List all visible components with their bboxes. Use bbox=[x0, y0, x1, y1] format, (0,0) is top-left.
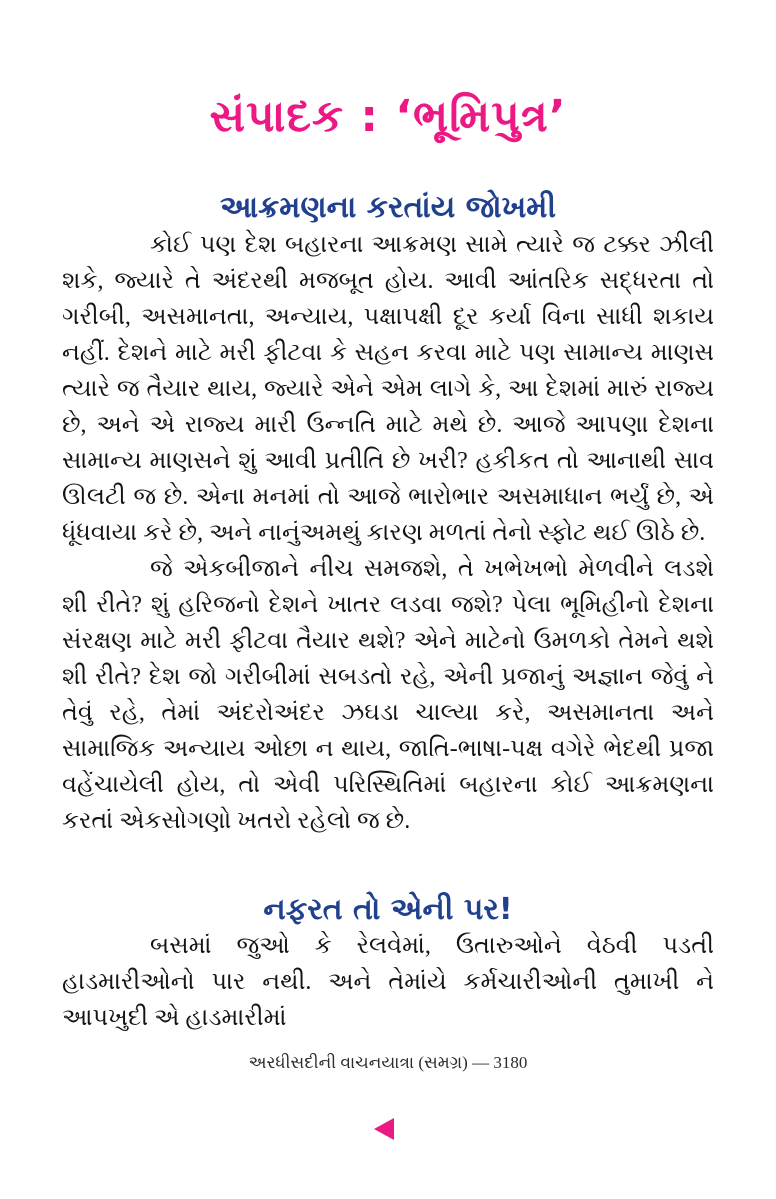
article-1-body bbox=[62, 227, 714, 839]
footer-caption: અરધીસદીની વાચનયાત્રા (સમગ્ર) — 3180 bbox=[248, 1053, 528, 1073]
article-1-paragraph-1: કોઈ પણ દેશ બહારના આક્રમણ સામે ત્યારે જ ટક્કર ઝીલી શકે, જ્યારે તે અંદરથી મજબૂત હોય. આવી આંતરિક સદ્ધરતા તો ગરીબી, અસમાનતા, અન્યાય, પક્ષાપક્ષી દૂર કર્યા વિના સાધી શકાય નહીં. દેશને માટે મરી ફીટવા કે સહન કરવા માટે પણ સામાન્ય માણસ ત્યારે જ તૈયાર થાય, જ્યારે એને એમ લાગે કે, આ દેશમાં મારું રાજ્ય છે, અને એ રાજ્ય મારી ઉન્નતિ માટે મથે છે. આજે આપણા દેશના સામાન્ય માણસને શું આવી પ્રતીતિ છે ખરી? હકીકત તો આનાથી સાવ ઊલટી જ છે. એના મનમાં તો આજે ભારોભાર અસમાધાન ભર્યું છે, એ ધૂંધવાયા કરે છે, અને નાનુંઅમથું કારણ મળતાં તેનો સ્ફોટ થઈ ઊઠે છે. bbox=[62, 231, 714, 546]
article-heading-2: નફરત તો એની પર! bbox=[263, 891, 513, 927]
article-1-paragraph-2: જે એકબીજાને નીચ સમજશે, તે ખભેખભો મેળવીને લડશે શી રીતે? શું હરિજનો દેશને ખાતર લડવા જશે? પેલા ભૂમિહીનો દેશના સંરક્ષણ માટે મરી ફીટવા તૈયાર થશે? એને માટેનો ઉમળકો તેમને થશે શી રીતે? દેશ જો ગરીબીમાં સબડતો રહે, એની પ્રજાનું અજ્ઞાન જેવું ને તેવું રહે, તેમાં અંદરોઅંદર ઝઘડા ચાલ્યા કરે, અસમાનતા અને સામાજિક અન્યાય ઓછા ન થાય, જાતિ-ભાષા-પક્ષ વગેરે ભેદથી પ્રજા વહેંચાયેલી હોય, તો એવી પરિસ્થિતિમાં બહારના કોઈ આક્રમણના કરતાં એકસોગણો ખતરો રહેલો જ છે. bbox=[62, 555, 714, 834]
previous-page-icon[interactable] bbox=[374, 1118, 394, 1140]
article-2-paragraph-1: બસમાં જુઓ કે રેલવેમાં, ઉતારુઓને વેઠવી પડતી હાડમારીઓનો પાર નથી. અને તેમાંયે કર્મચારીઓની તુમાખી ને આપખુદી એ હાડમારીમાં bbox=[62, 933, 714, 1032]
editor-title: સંપાદક : ‘ભૂમિપુત્ર’ bbox=[209, 91, 567, 142]
article-heading-1: આક્રમણના કરતાંય જોખમી bbox=[219, 190, 557, 226]
article-2-body bbox=[62, 928, 714, 1036]
